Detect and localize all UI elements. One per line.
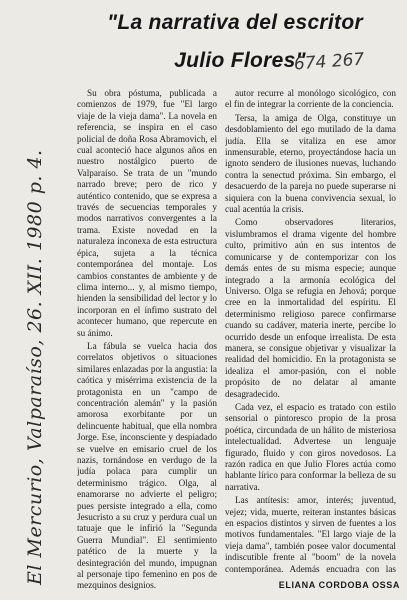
right-paragraph-3: Como observadores literarios, vislumbramos el drama vigente del hombre culto, primitivo aún en sus intentos de comunicarse y de contemporizar con los demás entes de su misma especie; aunque integrado a la armonía ecológica del Universo. Olga se refugia en Jehová; porque cree en la inmortalidad del espíritu. El determinismo religioso parece confirmarse cuando su cadáver, materia inerte, percibe lo ocurrido desde un enfoque irrealista. De esta manera, se consigue objetivar y visualizar la realidad del homicidio. En la protagonista se idealiza el amor-pasión, con el noble propósito de no delatar al amante desagradecido. <box>225 217 396 399</box>
author-byline: ELIANA CORDOBA OSSA <box>278 580 400 590</box>
right-paragraph-5: Las antítesis: amor, interés; juventud, vejez; vida, muerte, reiteran instantes básicas en espacios distintos y sirven de fuentes a los motivos fundamentales. "El largo viaje de la vieja dama", también posee valor documental indiscutible frente al "boom" de la novela contemporánea. Además encuadra con las <box>225 495 396 574</box>
left-paragraph-2: La fábula se vuelca hacia dos correlatos objetivos o situaciones similares enlazadas por la angustia: la caótica y misérrima existencia de la protagonista en un "campo de concentración alemán" y la pasión amorosa exorbitante por un delincuente habitual, que ella nombra Jorge. Ese, inconsciente y despiadado se vuelve en emisario cruel de los nazis, tornándose en verdugo de la judía polaca para cumplir un determinismo trágico. Olga, al enamorarse no advierte el peligro; pues persiste integrado a ella, como Jesucristo a su cruz y perdura cual un tatuaje que le infirió la "Segunda Guerra Mundial". El sentimiento patético de la muerte y la desintegración del mundo, impugnan al personaje tipo femenino en pos de mezquinos designios. <box>77 340 217 591</box>
left-paragraph-1: Su obra póstuma, publicada a comienzos de 1979, fue "El largo viaje de la vieja dama". La novela en referencia, se inspira en el caso policial de doña Rosa Abramovich, el cual aconteció hace algunos años en nuestro nostálgico puerto de Valparaíso. Se trata de un "mundo narrado breve; pero de rico y auténtico contenido, que se expresa a través de secuencias temporales y modos narrativos convergentes a la trama. Existe novedad en la naturaleza inconexa de esta estructura épica, sujeta a la técnica contemporánea del montaje. Los cambios constantes de ambiente y de clima interno... y, al mismo tiempo, hienden la sensibilidad del lector y lo incorporan en el ínfimo sustrato del acontecer humano, que repercute en su ánimo. <box>77 88 217 338</box>
handwritten-source-note: El Mercurio, Valparaíso, 26. XII. 1980 p. 4. <box>24 149 46 585</box>
right-paragraph-1: autor recurre al monólogo sicológico, con el fin de integrar la corriente de la conciencia. <box>225 88 396 110</box>
right-paragraph-2: Tersa, la amiga de Olga, constituye un desdoblamiento del ego mutilado de la dama judía. Ella se vitaliza en ese amor inmensurable, eterno, proyectándose hacia un ignoto sendero de ilusiones nuevas, luchando contra la senectud próxima. Sin embargo, el desacuerdo de la pareja no puede superarse ni siquiera con la buena convivencia sexual, lo cual acentúa la crisis. <box>225 112 396 215</box>
title-line-1: "La narrativa del escritor <box>107 11 363 34</box>
archive-stamp-number: 674 267 <box>293 49 365 75</box>
title-line-2: Julio Flores" <box>174 49 306 72</box>
right-paragraph-4: Cada vez, el espacio es tratado con estilo sensorial o pintoresco propio de la prosa poética, circundada de un hálito de misteriosa intelectualidad. Advertese un lenguaje figurado, fluido y con giros novedosos. La razón radica en que Julio Flores actúa como hablante lírico para conformar la belleza de su narrativa. <box>225 401 396 492</box>
right-text-column <box>225 88 396 574</box>
left-text-column <box>77 88 217 592</box>
